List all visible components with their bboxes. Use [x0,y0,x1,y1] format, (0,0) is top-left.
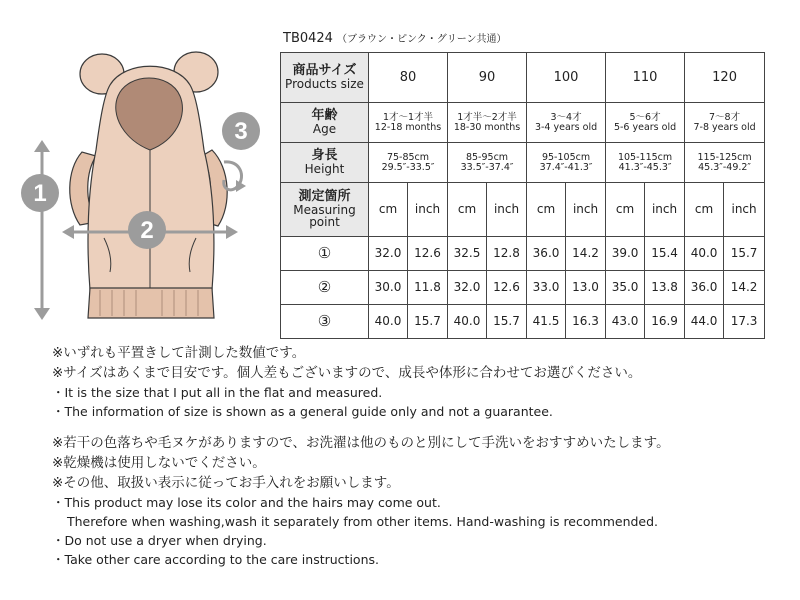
age-cell [527,103,606,143]
value-cell: 12.6 [487,271,527,305]
age-jp: 5〜6才 [629,111,661,123]
value-cell: 43.0 [606,305,645,339]
point-label: ① [281,237,369,271]
point-label: ② [281,271,369,305]
age-en: 12-18 months [374,121,442,133]
value-cell: 44.0 [685,305,724,339]
value-cell: 39.0 [606,237,645,271]
age-jp: 1才〜1才半 [382,111,434,123]
measuring-label-en: Measuring [293,202,356,217]
note-en: ・Take other care according to the care instructions. [52,552,379,567]
age-row [281,103,765,143]
value-cell: 35.0 [606,271,645,305]
product-title [283,30,507,46]
unit-cm: cm [527,183,566,237]
value-cell: 15.7 [487,305,527,339]
chest-arrow-right [226,225,238,239]
height-cm: 95-105cm [541,151,591,163]
value-cell: 13.8 [645,271,685,305]
notes-section [52,343,792,569]
table-row-point-3 [281,305,765,339]
height-label-jp: 身長 [311,148,338,164]
age-header [281,103,369,143]
note-en: ・The information of size is shown as a general guide only and not a guarantee. [52,404,553,419]
height-cm: 85-95cm [465,151,509,163]
value-cell: 32.0 [369,237,408,271]
height-inch: 41.3″-45.3″ [618,161,672,173]
value-cell: 33.0 [527,271,566,305]
note-en: ・This product may lose its color and the hairs may come out. [52,495,441,510]
products-size-row [281,53,765,103]
unit-inch: inch [408,183,448,237]
note-jp: ※若干の色落ちや毛ヌケがありますので、お洗濯は他のものと別にして手洗いをおすすめいたします。 [52,435,670,451]
unit-cm: cm [685,183,724,237]
size-90: 90 [448,53,527,103]
age-en: 18-30 months [453,121,521,133]
unit-cm: cm [448,183,487,237]
age-jp: 7〜8才 [709,111,741,123]
vest-drawing [0,30,280,330]
hem-rib [88,288,214,318]
value-cell: 16.3 [566,305,606,339]
value-cell: 14.2 [566,237,606,271]
age-en: 7-8 years old [693,121,756,133]
age-jp: 1才半〜2才半 [457,111,517,123]
value-cell: 41.5 [527,305,566,339]
height-inch: 37.4″-41.3″ [539,161,593,173]
value-cell: 14.2 [724,271,765,305]
value-cell: 40.0 [685,237,724,271]
value-cell: 17.3 [724,305,765,339]
unit-cm: cm [369,183,408,237]
value-cell: 32.0 [448,271,487,305]
height-label-en: Height [304,162,345,177]
length-arrow-bottom [34,308,50,320]
measuring-header [281,183,369,237]
height-row [281,143,765,183]
size-table [280,52,765,339]
value-cell: 16.9 [645,305,685,339]
height-cm: 115-125cm [697,151,752,163]
size-80: 80 [369,53,448,103]
age-en: 5-6 years old [613,121,677,133]
age-cell [448,103,527,143]
height-inch: 45.3″-49.2″ [698,161,751,173]
marker-2-label: 2 [140,217,154,244]
product-code: TB0424 [283,31,333,46]
marker-1-label: 1 [33,180,47,207]
size-100: 100 [527,53,606,103]
products-size-label-jp: 商品サイズ [292,63,357,79]
note-en: ・It is the size that I put all in the flat and measured. [52,385,383,400]
height-cell [527,143,606,183]
products-size-header [281,53,369,103]
value-cell: 36.0 [527,237,566,271]
value-cell: 13.0 [566,271,606,305]
age-cell [685,103,765,143]
note-jp: ※いずれも平置きして計測した数値です。 [52,345,306,361]
product-variants: （ブラウン・ピンク・グリーン共通） [336,34,507,45]
height-cm: 105-115cm [617,151,673,163]
age-en: 3-4 years old [534,121,598,133]
products-size-label-en: Products size [285,77,364,92]
table-row-point-2 [281,271,765,305]
table-row-point-1 [281,237,765,271]
unit-inch: inch [566,183,606,237]
value-cell: 11.8 [408,271,448,305]
value-cell: 12.8 [487,237,527,271]
age-jp: 3〜4才 [550,111,582,123]
note-en: ・Do not use a dryer when drying. [52,533,267,548]
height-cell [606,143,685,183]
note-en: Therefore when washing,wash it separately from other items. Hand-washing is recommended. [67,514,659,529]
height-inch: 33.5″-37.4″ [460,161,514,173]
height-cm: 75-85cm [386,151,430,163]
note-jp: ※乾燥機は使用しないでください。 [52,455,266,471]
value-cell: 40.0 [369,305,408,339]
value-cell: 15.7 [408,305,448,339]
height-cell [685,143,765,183]
value-cell: 30.0 [369,271,408,305]
note-jp: ※その他、取扱い表示に従ってお手入れをお願いします。 [52,475,400,491]
vest-illustration [0,30,280,330]
value-cell: 36.0 [685,271,724,305]
height-header [281,143,369,183]
height-cell [369,143,448,183]
height-cell [448,143,527,183]
age-cell [606,103,685,143]
unit-inch: inch [645,183,685,237]
height-inch: 29.5″-33.5″ [381,161,435,173]
measuring-row [281,183,765,237]
unit-inch: inch [487,183,527,237]
age-label-jp: 年齢 [311,108,338,124]
value-cell: 32.5 [448,237,487,271]
value-cell: 15.4 [645,237,685,271]
unit-cm: cm [606,183,645,237]
measuring-label-jp: 測定箇所 [298,189,351,205]
marker-3-label: 3 [234,118,248,145]
length-arrow-top [34,140,50,152]
age-cell [369,103,448,143]
note-jp: ※サイズはあくまで目安です。個人差もございますので、成長や体形に合わせてお選びください。 [52,365,642,381]
chest-arrow-left [62,225,74,239]
point-label: ③ [281,305,369,339]
size-120: 120 [685,53,765,103]
value-cell: 40.0 [448,305,487,339]
age-label-en: Age [312,122,337,137]
size-110: 110 [606,53,685,103]
measuring-label-en2: point [309,215,340,230]
value-cell: 15.7 [724,237,765,271]
unit-inch: inch [724,183,765,237]
value-cell: 12.6 [408,237,448,271]
